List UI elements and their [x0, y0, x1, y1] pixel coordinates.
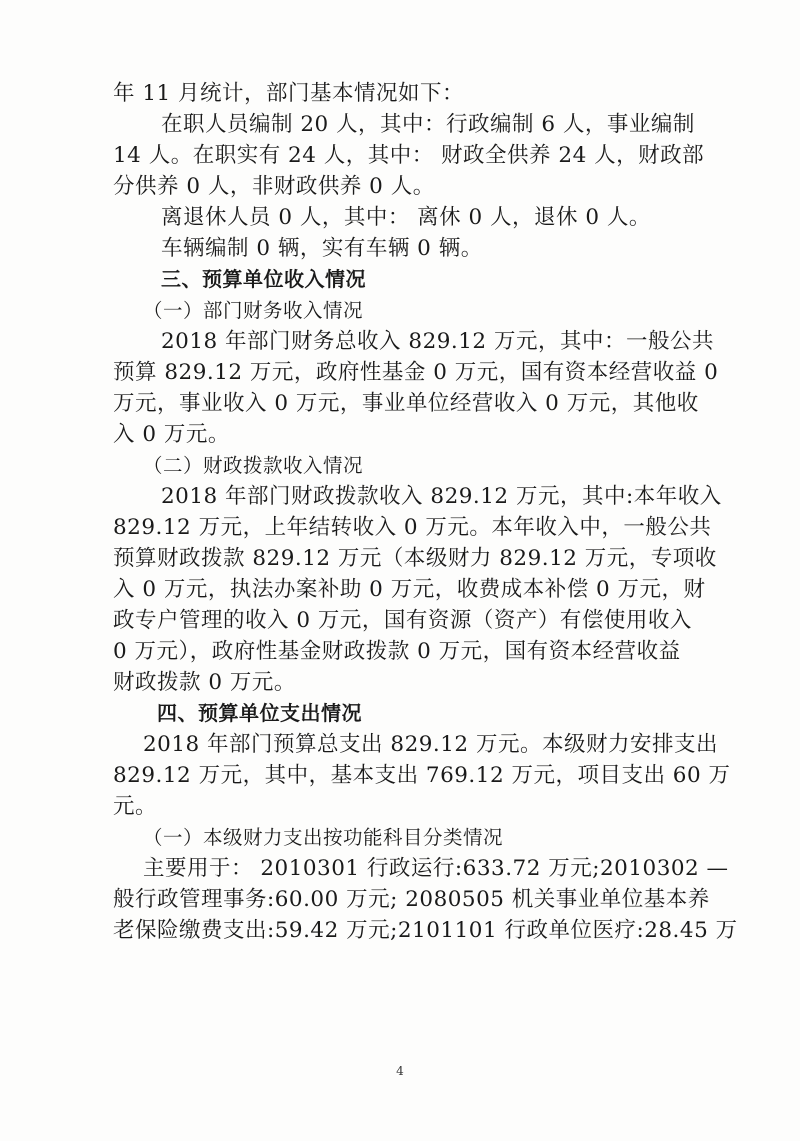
section-heading: 三、预算单位收入情况 [161, 267, 366, 291]
paragraph-line: 车辆编制 0 辆，实有车辆 0 辆。 [161, 236, 483, 261]
paragraph-line: 预算财政拨款 829.12 万元（本级财力 829.12 万元，专项收 [113, 546, 717, 571]
paragraph-line: 离退休人员 0 人，其中： 离休 0 人，退休 0 人。 [161, 205, 651, 230]
paragraph-line: 0 万元），政府性基金财政拨款 0 万元，国有资本经营收益 [113, 639, 681, 664]
document-body [113, 78, 738, 946]
paragraph-line: 万元，事业收入 0 万元，事业单位经营收入 0 万元，其他收 [113, 391, 699, 416]
subsection-heading: （一）本级财力支出按功能科目分类情况 [143, 826, 504, 849]
subsection-heading: （一）部门财务收入情况 [143, 299, 364, 322]
paragraph-line: 预算 829.12 万元，政府性基金 0 万元，国有资本经营收益 0 [113, 360, 719, 385]
paragraph-line: 老保险缴费支出:59.42 万元;2101101 行政单位医疗:28.45 万 [113, 918, 738, 943]
paragraph-line: 政专户管理的收入 0 万元，国有资源（资产）有偿使用收入 [113, 608, 692, 633]
paragraph-line: 主要用于： 2010301 行政运行:633.72 万元;2010302 — [143, 856, 729, 881]
paragraph-line: 元。 [113, 794, 158, 819]
paragraph-line: 年 11 月统计，部门基本情况如下： [113, 81, 465, 106]
paragraph-line: 2018 年部门预算总支出 829.12 万元。本级财力安排支出 [143, 732, 718, 757]
paragraph-line: 2018 年部门财政拨款收入 829.12 万元，其中:本年收入 [161, 484, 722, 509]
paragraph-line: 入 0 万元。 [113, 422, 230, 447]
page-number: 4 [396, 1064, 404, 1078]
paragraph-line: 般行政管理事务:60.00 万元; 2080505 机关事业单位基本养 [113, 887, 710, 912]
section-heading: 四、预算单位支出情况 [157, 701, 362, 725]
paragraph-line: 2018 年部门财务总收入 829.12 万元，其中：一般公共 [161, 329, 714, 354]
paragraph-line: 14 人。在职实有 24 人，其中： 财政全供养 24 人，财政部 [113, 143, 705, 168]
paragraph-line: 在职人员编制 20 人，其中：行政编制 6 人，事业编制 [161, 112, 695, 137]
subsection-heading: （二）财政拨款收入情况 [143, 454, 364, 477]
paragraph-line: 分供养 0 人，非财政供养 0 人。 [113, 174, 435, 199]
paragraph-line: 829.12 万元，其中，基本支出 769.12 万元，项目支出 60 万 [113, 763, 731, 788]
paragraph-line: 829.12 万元，上年结转收入 0 万元。本年收入中，一般公共 [113, 515, 712, 540]
paragraph-line: 入 0 万元，执法办案补助 0 万元，收费成本补偿 0 万元，财 [113, 577, 706, 602]
paragraph-line: 财政拨款 0 万元。 [113, 670, 296, 695]
